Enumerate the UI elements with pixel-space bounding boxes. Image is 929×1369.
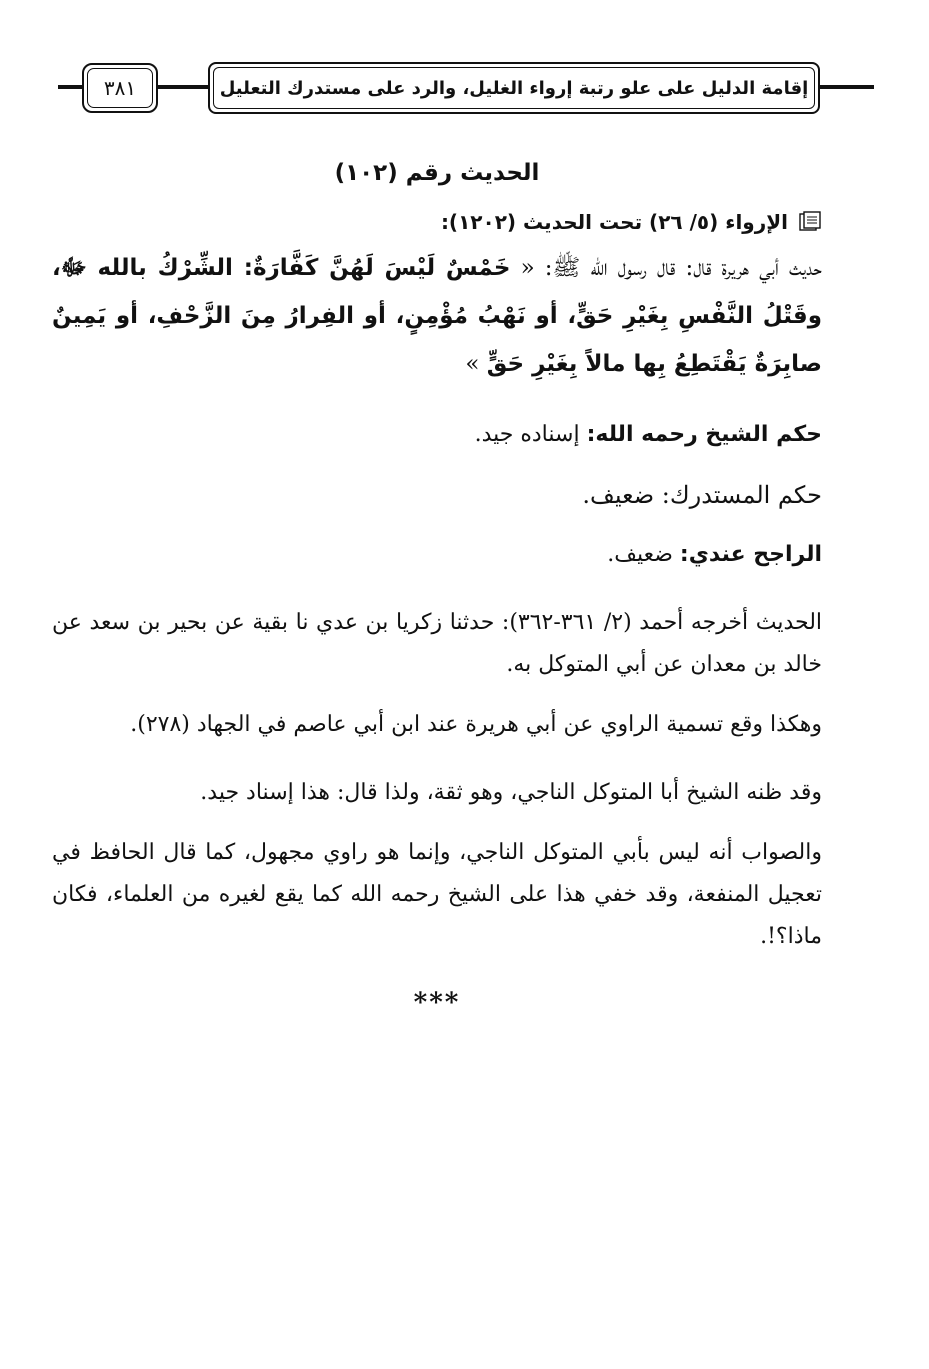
page-number-box: [82, 63, 158, 113]
ruling-label: حكم المستدرك:: [661, 481, 822, 509]
ruling-value: ضعيف.: [582, 481, 655, 509]
header-rule: [156, 85, 208, 89]
ruling-preferred: [52, 534, 822, 576]
ruling-value: إسناده جيد.: [474, 422, 580, 447]
ruling-label: حكم الشيخ رحمه الله:: [586, 422, 822, 447]
hadith-text: [52, 244, 822, 388]
page-number: ٣٨١: [87, 68, 153, 108]
book-icon: [798, 211, 822, 233]
section-separator: ***: [413, 988, 461, 1018]
ruling-label: الراجح عندي:: [679, 542, 822, 567]
ruling-mustadrak: [52, 474, 822, 516]
hadith-matn: خَمْسٌ لَيْسَ لَهُنَّ كَفَّارَةٌ: الشِّرْكُ بالله ﷻ، وقَتْلُ النَّفْسِ بِغَيْرِ حَقٍّ، أو نَهْبُ مُؤْمِنٍ، أو الفِرارُ مِنَ الزَّحْفِ، أو يَمِينٌ صابِرَةٌ يَقْتَطِعُ بِها مالاً بِغَيْرِ حَقٍّ: [52, 255, 822, 377]
page-body: [52, 160, 822, 1018]
header-rule: [58, 85, 84, 89]
hadith-heading: الحديث رقم (١٠٢): [334, 160, 540, 186]
header-rule: [818, 85, 874, 89]
hadith-intro: حديث أبي هريرة قال: قال رسول الله ﷺ: «: [520, 255, 822, 281]
page-header: [58, 58, 874, 122]
ruling-value: ضعيف.: [607, 542, 673, 567]
book-title: إقامة الدليل على علو رتبة إرواء الغليل، والرد على مستدرك التعليل: [213, 67, 815, 109]
ruling-sheikh: [52, 414, 822, 456]
paragraph: وقد ظنه الشيخ أبا المتوكل الناجي، وهو ثقة، ولذا قال: هذا إسناد جيد.: [200, 780, 822, 805]
book-title-box: [208, 62, 820, 114]
paragraph: وهكذا وقع تسمية الراوي عن أبي هريرة عند ابن أبي عاصم في الجهاد (٢٧٨).: [130, 712, 822, 737]
irwa-reference: [52, 210, 822, 234]
paragraph: والصواب أنه ليس بأبي المتوكل الناجي، وإنما هو راوي مجهول، كما قال الحافظ في تعجيل المنفعة، وقد خفي هذا على الشيخ رحمه الله كما يقع لغيره من العلماء، فكان ماذا؟!.: [52, 840, 822, 949]
hadith-close: »: [465, 351, 480, 377]
paragraph: الحديث أخرجه أحمد (٢/ ٣٦١-٣٦٢): حدثنا زكريا بن عدي نا بقية عن بحير بن سعد عن خالد بن معدان عن أبي المتوكل به.: [52, 610, 823, 677]
irwa-label: الإرواء (٥/ ٢٦) تحت الحديث (١٢٠٢):: [440, 210, 788, 234]
